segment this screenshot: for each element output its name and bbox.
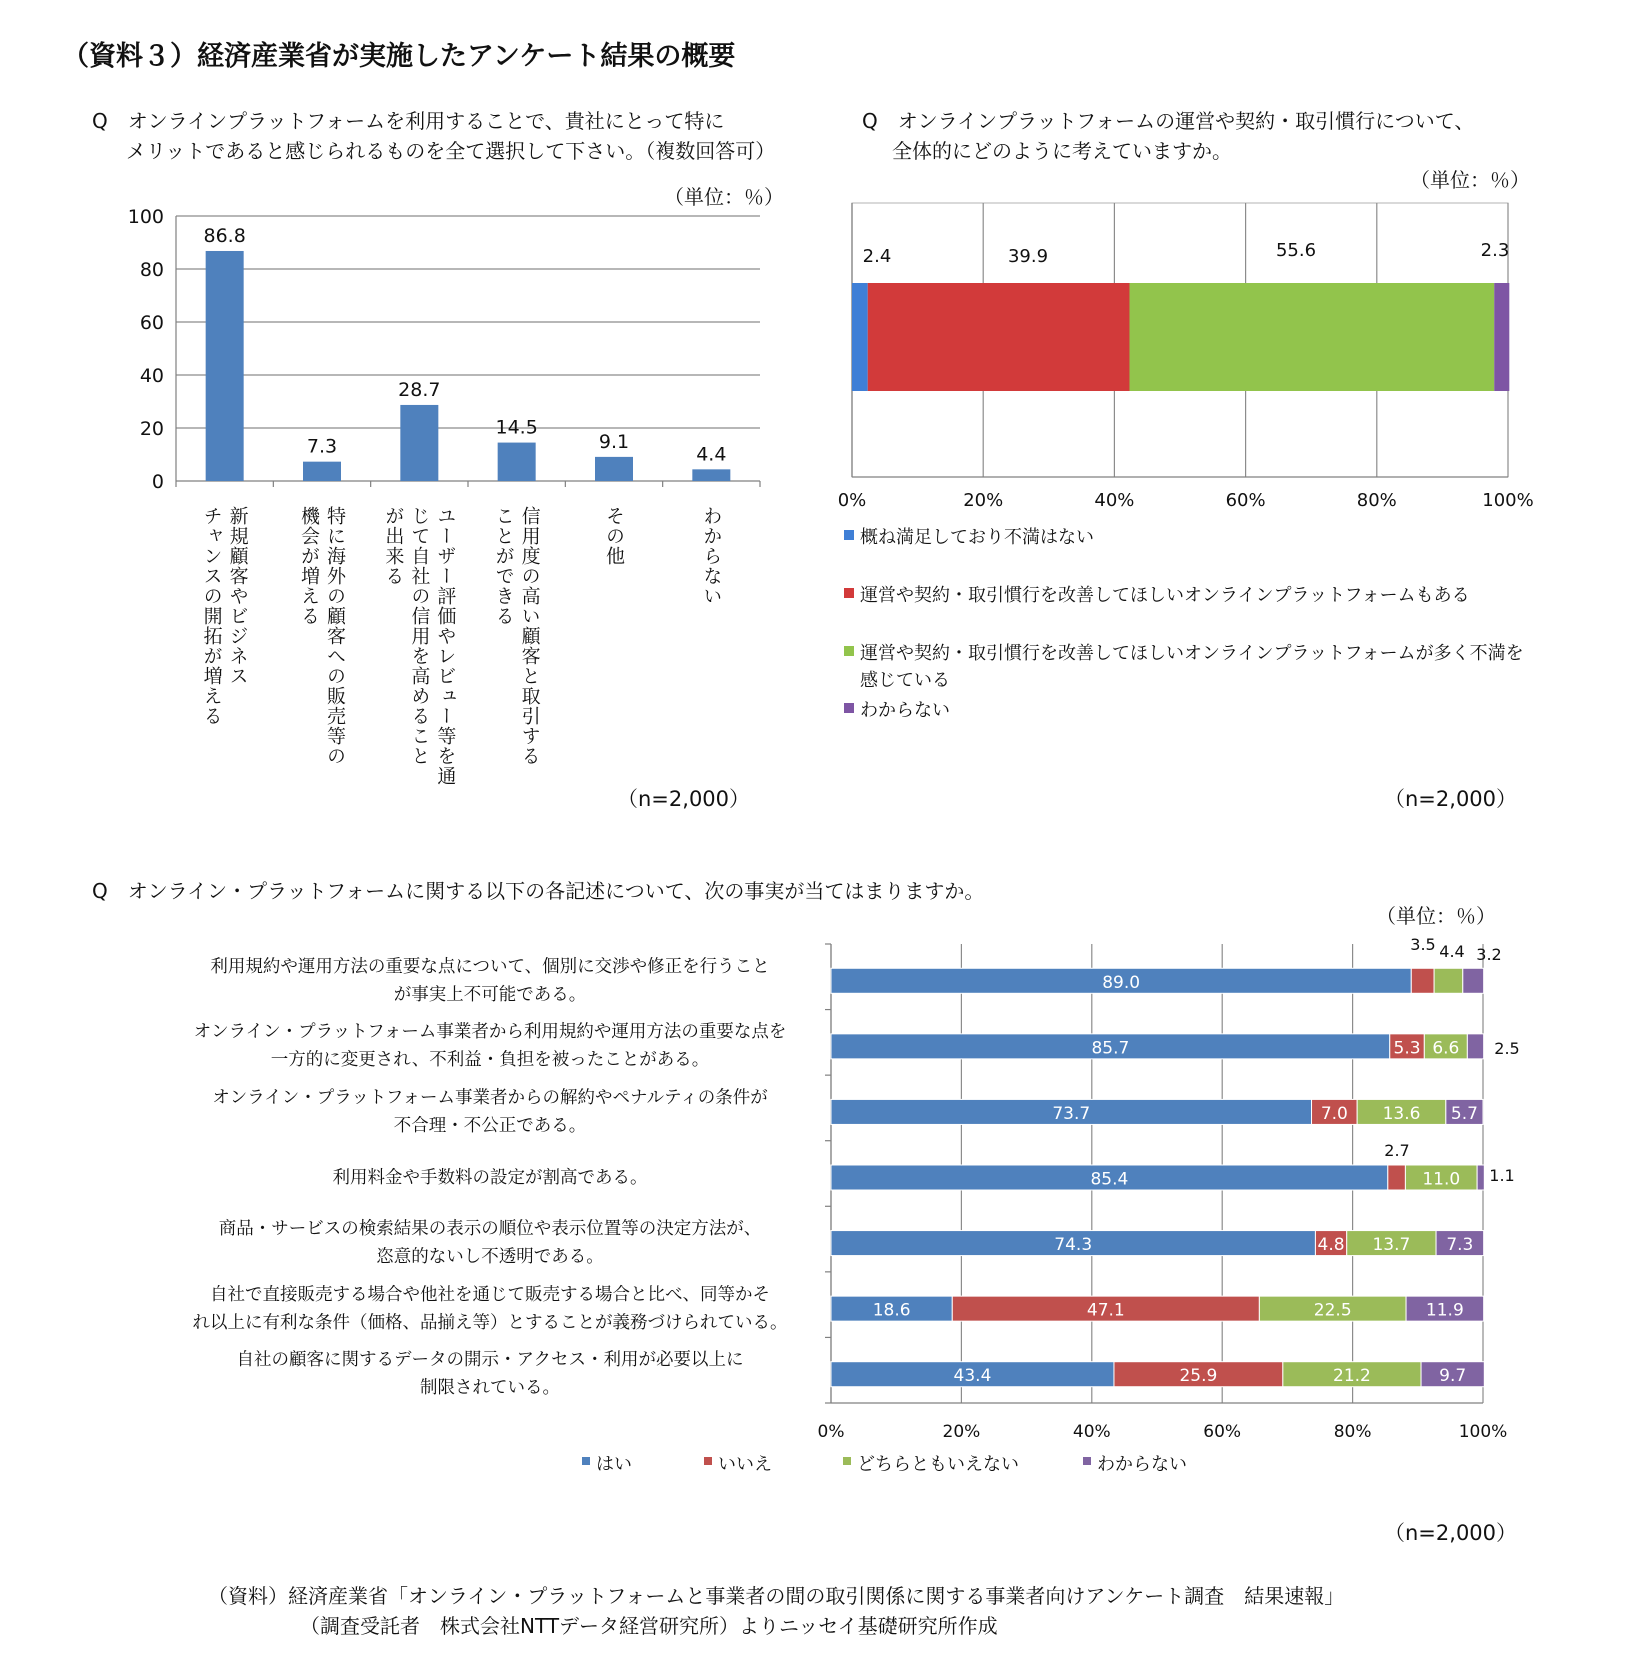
chart3-legend-swatch (582, 1457, 590, 1465)
chart1-y-tick-label: 0 (151, 471, 164, 493)
chart3-legend-item (843, 1450, 1019, 1476)
chart1-category-label (199, 506, 251, 766)
chart3-legend-item (704, 1450, 772, 1476)
chart3-segment-label: 47.1 (1086, 1300, 1125, 1321)
chart2-legend-swatch (844, 588, 854, 598)
chart3-row-label-line: 利用料金や手数料の設定が割高である。 (332, 1167, 648, 1188)
chart1-category-label-line: じて自社の信用を高めること (408, 506, 431, 766)
chart3-segment-label: 6.6 (1432, 1038, 1460, 1059)
chart3-row-label (170, 1084, 810, 1140)
chart3-segment (1411, 968, 1434, 993)
chart3-segment-label: 22.5 (1313, 1300, 1352, 1321)
chart3-segment-label: 7.0 (1320, 1103, 1348, 1124)
chart2-segment (1129, 283, 1494, 391)
chart2-x-tick-label: 0% (837, 490, 867, 511)
chart3-segment-label: 11.9 (1425, 1300, 1464, 1321)
q2-unit: （単位：％） (1410, 168, 1530, 192)
chart3-row-label-line: れ以上に有利な条件（価格、品揃え等）とすることが義務づけられている。 (192, 1312, 788, 1333)
chart2-segment (1494, 283, 1509, 391)
chart3-row-label-line: 自社の顧客に関するデータの開示・アクセス・利用が必要以上に (236, 1350, 744, 1371)
chart3-x-tick-label: 40% (1072, 1422, 1111, 1442)
chart1-category-label-line: 信用度の高い顧客と取引する (518, 506, 541, 766)
chart3-segment-label: 11.0 (1422, 1169, 1461, 1190)
chart3-legend-label: はい (596, 1454, 632, 1475)
chart2-legend-swatch (844, 530, 854, 540)
chart1-category-label-line: ユーザー評価やレビュー等を通 (434, 506, 457, 786)
chart3-segment-label: 2.5 (1494, 1039, 1520, 1058)
chart3-row-label-line: オンライン・プラットフォーム事業者からの解約やペナルティの条件が (212, 1087, 768, 1108)
chart2-segment-label: 2.4 (862, 246, 892, 267)
chart3-segment-label: 5.3 (1393, 1038, 1421, 1059)
chart3-segment-label: 13.7 (1372, 1235, 1411, 1256)
chart3-row-label (170, 1018, 810, 1074)
chart1-category-label-line: その他 (603, 506, 625, 566)
chart1-bar (303, 462, 341, 481)
chart2-legend-item (844, 697, 950, 724)
chart1-y-tick-label: 40 (139, 365, 164, 387)
chart1-category-label (601, 506, 627, 766)
chart1-bar (692, 469, 730, 481)
chart3-row-label (170, 1164, 810, 1192)
chart3-legend-label: わからない (1097, 1454, 1187, 1475)
chart3-segment-label: 85.4 (1090, 1169, 1129, 1190)
chart1-bar (498, 443, 536, 481)
chart2-legend-label: 概ね満足しており不満はない (860, 527, 1094, 548)
chart3-segment-label: 73.7 (1052, 1103, 1091, 1124)
chart2-legend-item (844, 582, 1470, 609)
chart1-category-label-line: 特に海外の顧客への販売等の (324, 506, 346, 766)
chart3-segment-label: 9.7 (1439, 1366, 1467, 1387)
chart3-row-label-line: 自社で直接販売する場合や他社を通じて販売する場合と比べ、同等かそ (210, 1284, 770, 1305)
chart3-row-label-line: が事実上不可能である。 (393, 984, 587, 1005)
chart2-x-tick-label: 60% (1225, 490, 1266, 511)
chart1-category-label-line: わからない (700, 506, 723, 606)
chart1-value-label: 86.8 (203, 224, 246, 247)
chart1-category-label (491, 506, 543, 766)
q3-unit: （単位：％） (1376, 904, 1496, 928)
chart3-row-label-line: 一方的に変更され、不利益・負担を被ったことがある。 (270, 1050, 710, 1071)
chart2-x-tick-label: 80% (1356, 490, 1397, 511)
q3-sample-size: （n=2,000） (1384, 1521, 1518, 1545)
chart3-segment-label: 3.2 (1476, 945, 1502, 964)
chart3-segment-label: 1.1 (1489, 1166, 1515, 1185)
chart3-segment (1477, 1165, 1484, 1190)
chart3-segment-label: 4.4 (1439, 942, 1465, 961)
chart1-category-label-line: ことができる (492, 506, 515, 626)
q2-question-line2: 全体的にどのように考えていますか。 (892, 139, 1232, 163)
source-line1: （資料）経済産業省「オンライン・プラットフォームと事業者の間の取引関係に関する事業者向けアンケート調査 結果速報」 (208, 1584, 1345, 1608)
chart1-bar (206, 251, 244, 481)
chart1-value-label: 4.4 (696, 443, 727, 466)
chart3-segment-label: 3.5 (1410, 935, 1436, 954)
chart2-x-tick-label: 20% (963, 490, 1004, 511)
chart2-stacked-bar (838, 203, 1534, 511)
chart2-legend-swatch (844, 703, 854, 713)
chart3-legend-swatch (843, 1457, 851, 1465)
chart2-legend-label: わからない (860, 700, 950, 721)
chart1-value-label: 7.3 (306, 435, 338, 458)
chart1-category-label (380, 506, 458, 786)
chart3-segment-label: 7.3 (1446, 1235, 1474, 1256)
chart3-stacked-bars (818, 935, 1520, 1442)
chart3-segment-label: 85.7 (1091, 1038, 1130, 1059)
chart1-y-tick-label: 20 (139, 418, 164, 440)
chart3-segment (1388, 1165, 1406, 1190)
chart3-segment-label: 5.7 (1450, 1103, 1478, 1124)
chart3-x-tick-label: 0% (817, 1422, 845, 1442)
chart3-segment (1434, 968, 1463, 993)
q2-sample-size: （n=2,000） (1384, 787, 1518, 811)
chart3-x-tick-label: 80% (1333, 1422, 1372, 1442)
q1-unit: （単位：％） (664, 185, 784, 209)
q3-question: Q オンライン・プラットフォームに関する以下の各記述について、次の事実が当てはまりますか。 (92, 879, 985, 903)
chart1-category-label-line: チャンスの開拓が増える (200, 506, 223, 726)
chart3-row-label-line: 不合理・不公正である。 (393, 1115, 587, 1136)
chart1-y-tick-label: 60 (139, 312, 164, 334)
chart3-x-tick-label: 100% (1458, 1422, 1508, 1442)
chart3-segment (1467, 1034, 1483, 1059)
chart3-segment (1463, 968, 1484, 993)
chart3-segment-label: 25.9 (1179, 1366, 1218, 1387)
chart1-y-tick-label: 100 (127, 206, 164, 228)
chart3-segment-label: 18.6 (872, 1300, 911, 1321)
chart1-category-label (296, 506, 348, 766)
chart3-legend-label: いいえ (718, 1454, 772, 1475)
chart1-value-label: 28.7 (398, 378, 441, 401)
chart3-legend-item (1083, 1450, 1187, 1476)
chart3-legend-item (582, 1450, 632, 1476)
chart2-legend-label: 運営や契約・取引慣行を改善してほしいオンラインプラットフォームが多く不満を 感じている (860, 643, 1524, 691)
page-title: （資料３）経済産業省が実施したアンケート結果の概要 (62, 41, 736, 72)
chart3-row-label-line: 利用規約や運用方法の重要な点について、個別に交渉や修正を行うこと (210, 956, 770, 977)
chart2-x-tick-label: 40% (1094, 490, 1135, 511)
chart3-segment-label: 21.2 (1333, 1366, 1371, 1387)
chart3-segment-label: 2.7 (1384, 1141, 1410, 1160)
chart3-segment-label: 13.6 (1382, 1103, 1421, 1124)
chart2-segment-label: 2.3 (1480, 240, 1510, 261)
chart2-legend-item (844, 640, 1524, 694)
chart2-legend-label: 運営や契約・取引慣行を改善してほしいオンラインプラットフォームもある (860, 585, 1470, 606)
chart3-segment-label: 43.4 (953, 1366, 992, 1387)
q2-question-line1: Q オンラインプラットフォームの運営や契約・取引慣行について、 (862, 109, 1475, 133)
chart3-row-label (170, 953, 810, 1009)
chart1-category-label-line: が出来る (382, 506, 405, 586)
chart1-bar (128, 206, 760, 493)
chart2-segment-label: 55.6 (1275, 240, 1317, 261)
chart1-category-label-line: 新規顧客やビジネス (226, 506, 249, 686)
chart1-category-label (698, 506, 724, 766)
chart3-segment-label: 4.8 (1317, 1235, 1345, 1256)
chart3-row-label-line: オンライン・プラットフォーム事業者から利用規約や運用方法の重要な点を (193, 1022, 787, 1043)
chart1-bar (595, 457, 633, 481)
chart3-x-tick-label: 20% (942, 1422, 981, 1442)
chart1-value-label: 14.5 (495, 416, 538, 439)
chart3-legend-label: どちらともいえない (857, 1454, 1019, 1475)
chart1-bar (400, 405, 438, 481)
chart3-x-tick-label: 60% (1203, 1422, 1242, 1442)
chart3-row-label (170, 1215, 810, 1271)
chart3-row-label (170, 1346, 810, 1402)
chart3-legend-swatch (704, 1457, 712, 1465)
q1-question-line2: メリットであると感じられるものを全て選択して下さい。（複数回答可） (126, 139, 776, 163)
chart3-row-label (170, 1281, 810, 1337)
chart2-x-tick-label: 100% (1482, 490, 1534, 511)
chart1-y-tick-label: 80 (139, 259, 164, 281)
chart2-segment (852, 283, 868, 391)
chart3-row-label-line: 恣意的ないし不透明である。 (376, 1247, 604, 1268)
chart3-segment-label: 89.0 (1102, 972, 1141, 993)
chart1-value-label: 9.1 (598, 430, 630, 453)
chart2-segment (868, 283, 1130, 391)
q1-question-line1: Q オンラインプラットフォームを利用することで、貴社にとって特に (92, 109, 725, 133)
chart3-row-label-line: 商品・サービスの検索結果の表示の順位や表示位置等の決定方法が、 (218, 1219, 762, 1240)
chart2-legend-swatch (844, 646, 854, 656)
chart3-legend-swatch (1083, 1457, 1091, 1465)
source-line2: （調査受託者 株式会社NTTデータ経営研究所）よりニッセイ基礎研究所作成 (300, 1614, 998, 1638)
chart3-row-label-line: 制限されている。 (420, 1378, 560, 1399)
chart3-segment-label: 74.3 (1054, 1235, 1093, 1256)
chart2-segment-label: 39.9 (1007, 246, 1049, 267)
chart1-category-label-line: 機会が増える (298, 506, 320, 626)
q1-sample-size: （n=2,000） (617, 787, 751, 811)
chart2-legend-item (844, 524, 1094, 551)
